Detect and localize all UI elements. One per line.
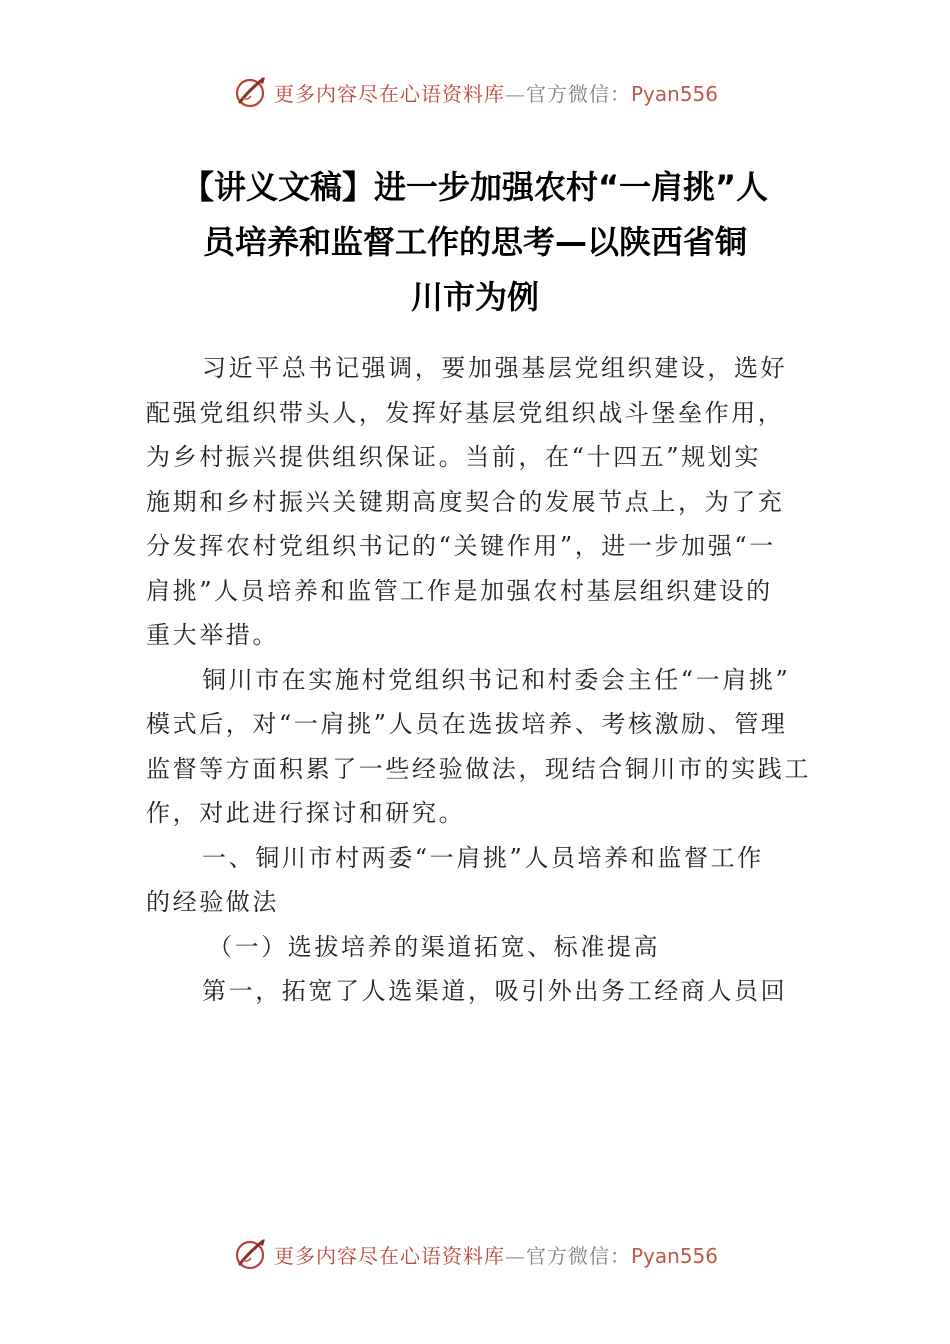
paragraph-line: 分发挥农村党组织书记的“关键作用”，进一步加强“一	[146, 532, 776, 560]
title-line-2: 员培养和监督工作的思考—以陕西省铜	[202, 223, 747, 261]
header-dash: —	[504, 81, 526, 106]
document-body	[146, 346, 826, 1014]
header-slogan: 更多内容尽在心语资料库	[273, 81, 505, 106]
subsection-heading-1	[146, 925, 826, 970]
paragraph-line: 肩挑”人员培养和监管工作是加强农村基层组织建设的	[146, 576, 773, 605]
section-heading-1	[146, 836, 826, 925]
paragraph-line: 第一，拓宽了人选渠道，吸引外出务工经商人员回	[202, 977, 788, 1005]
footer-slogan: 更多内容尽在心语资料库	[273, 1243, 505, 1268]
footer-text	[274, 1240, 718, 1269]
heading-line: 的经验做法	[146, 888, 279, 916]
footer-dash: —	[504, 1243, 526, 1268]
footer-banner	[0, 1232, 950, 1276]
header-wechat-label: 官方微信：	[525, 81, 631, 106]
paragraph-1	[146, 346, 826, 658]
document-title	[120, 160, 830, 325]
title-line-1: 【讲义文稿】进一步加强农村“一肩挑”人	[181, 168, 769, 206]
header-text	[274, 78, 718, 107]
title-line-3: 川市为例	[410, 278, 539, 316]
header-banner	[0, 70, 950, 114]
paragraph-line: 重大举措。	[146, 621, 279, 649]
paragraph-line: 配强党组织带头人，发挥好基层党组织战斗堡垒作用，	[146, 398, 785, 427]
paragraph-line: 习近平总书记强调，要加强基层党组织建设，选好	[202, 354, 788, 382]
pen-logo-icon	[232, 74, 268, 110]
header-wechat-id: Pyan556	[630, 81, 718, 106]
footer-wechat-id: Pyan556	[630, 1243, 718, 1268]
paragraph-line: 作，对此进行探讨和研究。	[146, 799, 466, 827]
heading-line: 一、铜川市村两委“一肩挑”人员培养和监督工作	[202, 843, 764, 872]
paragraph-line: 为乡村振兴提供组织保证。当前，在“十四五”规划实	[146, 443, 761, 471]
pen-logo-icon	[232, 1236, 268, 1272]
subheading-line: （一）选拔培养的渠道拓宽、标准提高	[208, 932, 661, 961]
paragraph-3	[146, 969, 826, 1014]
paragraph-line: 模式后，对“一肩挑”人员在选拔培养、考核激励、管理	[146, 710, 788, 738]
paragraph-line: 铜川市在实施村党组织书记和村委会主任“一肩挑”	[202, 665, 791, 694]
paragraph-line: 施期和乡村振兴关键期高度契合的发展节点上，为了充	[146, 487, 785, 516]
paragraph-line: 监督等方面积累了一些经验做法，现结合铜川市的实践工	[146, 754, 811, 783]
paragraph-2	[146, 658, 826, 836]
footer-wechat-label: 官方微信：	[525, 1243, 631, 1268]
